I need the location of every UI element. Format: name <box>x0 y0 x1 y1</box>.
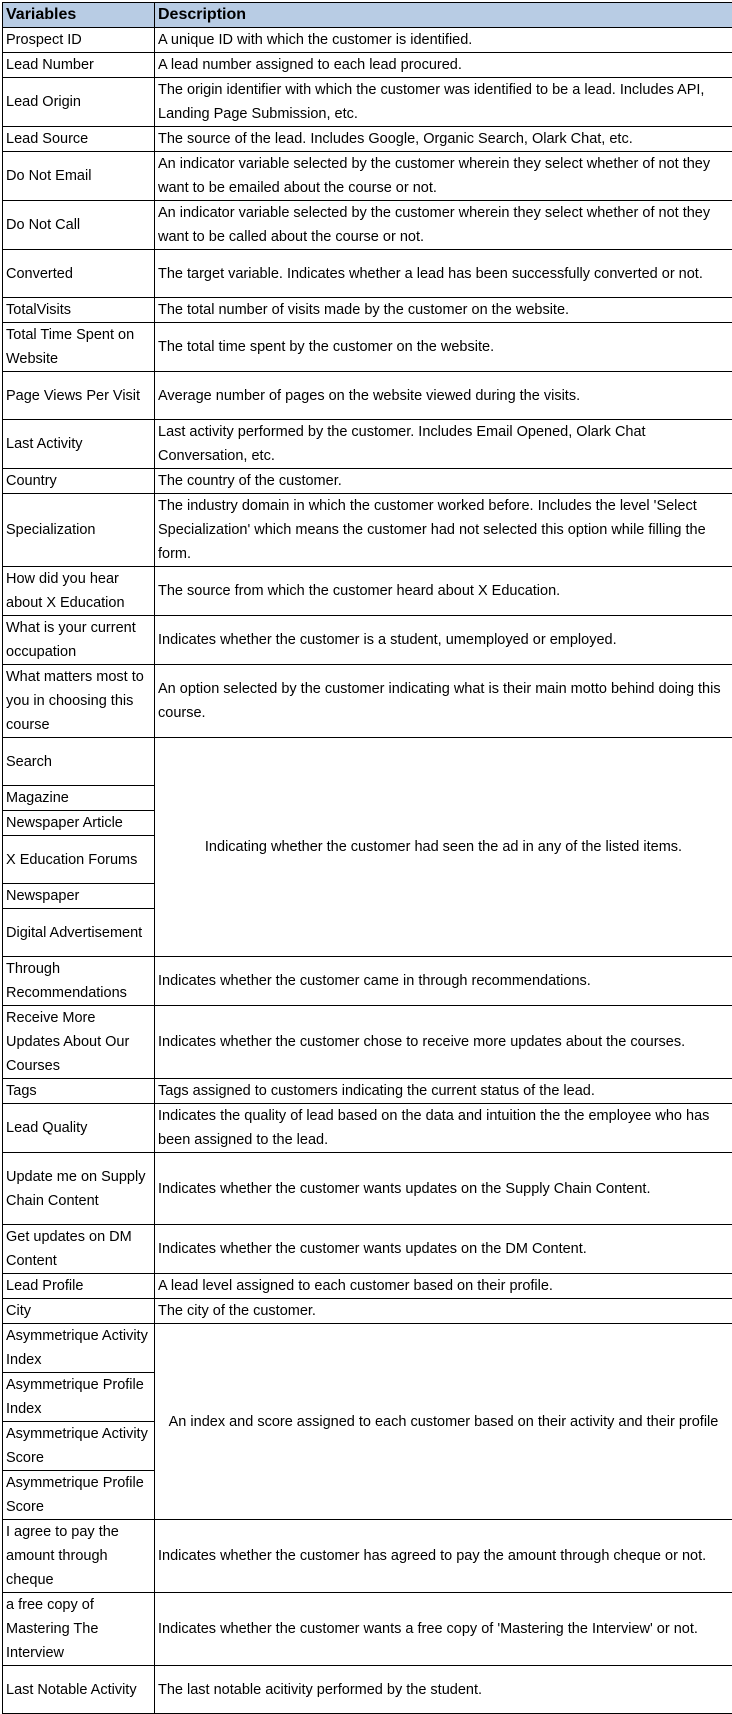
table-row <box>3 1274 732 1299</box>
description-cell: Indicates the quality of lead based on the data and intuition the the employee who has been assigned to the lead. <box>155 1104 732 1153</box>
variable-cell: Do Not Call <box>3 201 155 250</box>
description-cell: Indicates whether the customer has agreed to pay the amount through cheque or not. <box>155 1520 732 1593</box>
table-row <box>3 957 732 1006</box>
description-cell: The source from which the customer heard about X Education. <box>155 567 732 616</box>
table-row <box>3 1104 732 1153</box>
variable-cell: Newspaper Article <box>3 811 155 836</box>
variable-cell: Newspaper <box>3 884 155 909</box>
variable-cell: What matters most to you in choosing this course <box>3 665 155 738</box>
table-row <box>3 494 732 567</box>
table-row <box>3 1225 732 1274</box>
description-cell: An option selected by the customer indicating what is their main motto behind doing this course. <box>155 665 732 738</box>
variable-cell: Specialization <box>3 494 155 567</box>
table-row <box>3 298 732 323</box>
header-variables: Variables <box>3 3 155 28</box>
table-row <box>3 78 732 127</box>
description-cell: The total number of visits made by the customer on the website. <box>155 298 732 323</box>
description-cell: The country of the customer. <box>155 469 732 494</box>
variable-cell: Asymmetrique Profile Index <box>3 1373 155 1422</box>
variable-cell: Search <box>3 738 155 786</box>
description-cell: An indicator variable selected by the customer wherein they select whether of not they want to be called about the course or not. <box>155 201 732 250</box>
variable-cell: City <box>3 1299 155 1324</box>
table-row <box>3 1666 732 1714</box>
variable-cell: Do Not Email <box>3 152 155 201</box>
description-cell: Indicates whether the customer wants updates on the DM Content. <box>155 1225 732 1274</box>
variable-cell: I agree to pay the amount through cheque <box>3 1520 155 1593</box>
asymmetrique-group-description-cell: An index and score assigned to each customer based on their activity and their profile <box>155 1324 732 1520</box>
variable-cell: Last Activity <box>3 420 155 469</box>
description-cell: Last activity performed by the customer. Includes Email Opened, Olark Chat Conversation, etc. <box>155 420 732 469</box>
variable-cell: What is your current occupation <box>3 616 155 665</box>
description-cell: The last notable acitivity performed by the student. <box>155 1666 732 1714</box>
variable-cell: X Education Forums <box>3 836 155 884</box>
variable-cell: Magazine <box>3 786 155 811</box>
description-cell: Average number of pages on the website viewed during the visits. <box>155 372 732 420</box>
table-row <box>3 616 732 665</box>
table-row <box>3 250 732 298</box>
table-row <box>3 201 732 250</box>
variable-cell: Lead Number <box>3 53 155 78</box>
ad-group-description-cell: Indicating whether the customer had seen the ad in any of the listed items. <box>155 738 732 957</box>
description-cell: An indicator variable selected by the customer wherein they select whether of not they want to be emailed about the course or not. <box>155 152 732 201</box>
table-row <box>3 469 732 494</box>
description-cell: The city of the customer. <box>155 1299 732 1324</box>
variable-cell: TotalVisits <box>3 298 155 323</box>
table-row <box>3 1593 732 1666</box>
table-row <box>3 1299 732 1324</box>
variable-cell: Page Views Per Visit <box>3 372 155 420</box>
variable-cell: Lead Quality <box>3 1104 155 1153</box>
description-cell: The target variable. Indicates whether a lead has been successfully converted or not. <box>155 250 732 298</box>
table-row <box>3 420 732 469</box>
description-cell: A unique ID with which the customer is identified. <box>155 28 732 53</box>
variable-cell: Lead Profile <box>3 1274 155 1299</box>
description-cell: Indicates whether the customer wants a free copy of 'Mastering the Interview' or not. <box>155 1593 732 1666</box>
table-row <box>3 1520 732 1593</box>
variable-cell: a free copy of Mastering The Interview <box>3 1593 155 1666</box>
variable-cell: Prospect ID <box>3 28 155 53</box>
table-row <box>3 372 732 420</box>
variable-cell: How did you hear about X Education <box>3 567 155 616</box>
table-row <box>3 1006 732 1079</box>
description-cell: Indicates whether the customer wants updates on the Supply Chain Content. <box>155 1153 732 1225</box>
table-row <box>3 53 732 78</box>
variable-cell: Lead Origin <box>3 78 155 127</box>
table-row <box>3 567 732 616</box>
variable-cell: Total Time Spent on Website <box>3 323 155 372</box>
table-row <box>3 1324 732 1373</box>
description-cell: Tags assigned to customers indicating the current status of the lead. <box>155 1079 732 1104</box>
header-row <box>3 3 732 28</box>
header-description: Description <box>155 3 732 28</box>
variable-cell: Converted <box>3 250 155 298</box>
data-dictionary-table <box>2 2 732 1714</box>
variable-cell: Asymmetrique Profile Score <box>3 1471 155 1520</box>
table-row <box>3 152 732 201</box>
variable-cell: Get updates on DM Content <box>3 1225 155 1274</box>
variable-cell: Last Notable Activity <box>3 1666 155 1714</box>
description-cell: Indicates whether the customer chose to receive more updates about the courses. <box>155 1006 732 1079</box>
description-cell: A lead level assigned to each customer based on their profile. <box>155 1274 732 1299</box>
variable-cell: Through Recommendations <box>3 957 155 1006</box>
variable-cell: Digital Advertisement <box>3 909 155 957</box>
variable-cell: Update me on Supply Chain Content <box>3 1153 155 1225</box>
variable-cell: Receive More Updates About Our Courses <box>3 1006 155 1079</box>
description-cell: The industry domain in which the customer worked before. Includes the level 'Select Specialization' which means the customer had not selected this option while filling the form. <box>155 494 732 567</box>
description-cell: The source of the lead. Includes Google, Organic Search, Olark Chat, etc. <box>155 127 732 152</box>
table-row <box>3 1079 732 1104</box>
table-row <box>3 738 732 786</box>
description-cell: Indicates whether the customer came in through recommendations. <box>155 957 732 1006</box>
table-row <box>3 323 732 372</box>
description-cell: A lead number assigned to each lead procured. <box>155 53 732 78</box>
description-cell: The total time spent by the customer on the website. <box>155 323 732 372</box>
variable-cell: Lead Source <box>3 127 155 152</box>
table-row <box>3 665 732 738</box>
variable-cell: Tags <box>3 1079 155 1104</box>
variable-cell: Asymmetrique Activity Score <box>3 1422 155 1471</box>
table-row <box>3 1153 732 1225</box>
table-row <box>3 28 732 53</box>
variable-cell: Asymmetrique Activity Index <box>3 1324 155 1373</box>
table-row <box>3 127 732 152</box>
variable-cell: Country <box>3 469 155 494</box>
description-cell: Indicates whether the customer is a student, umemployed or employed. <box>155 616 732 665</box>
description-cell: The origin identifier with which the customer was identified to be a lead. Includes API, Landing Page Submission, etc. <box>155 78 732 127</box>
